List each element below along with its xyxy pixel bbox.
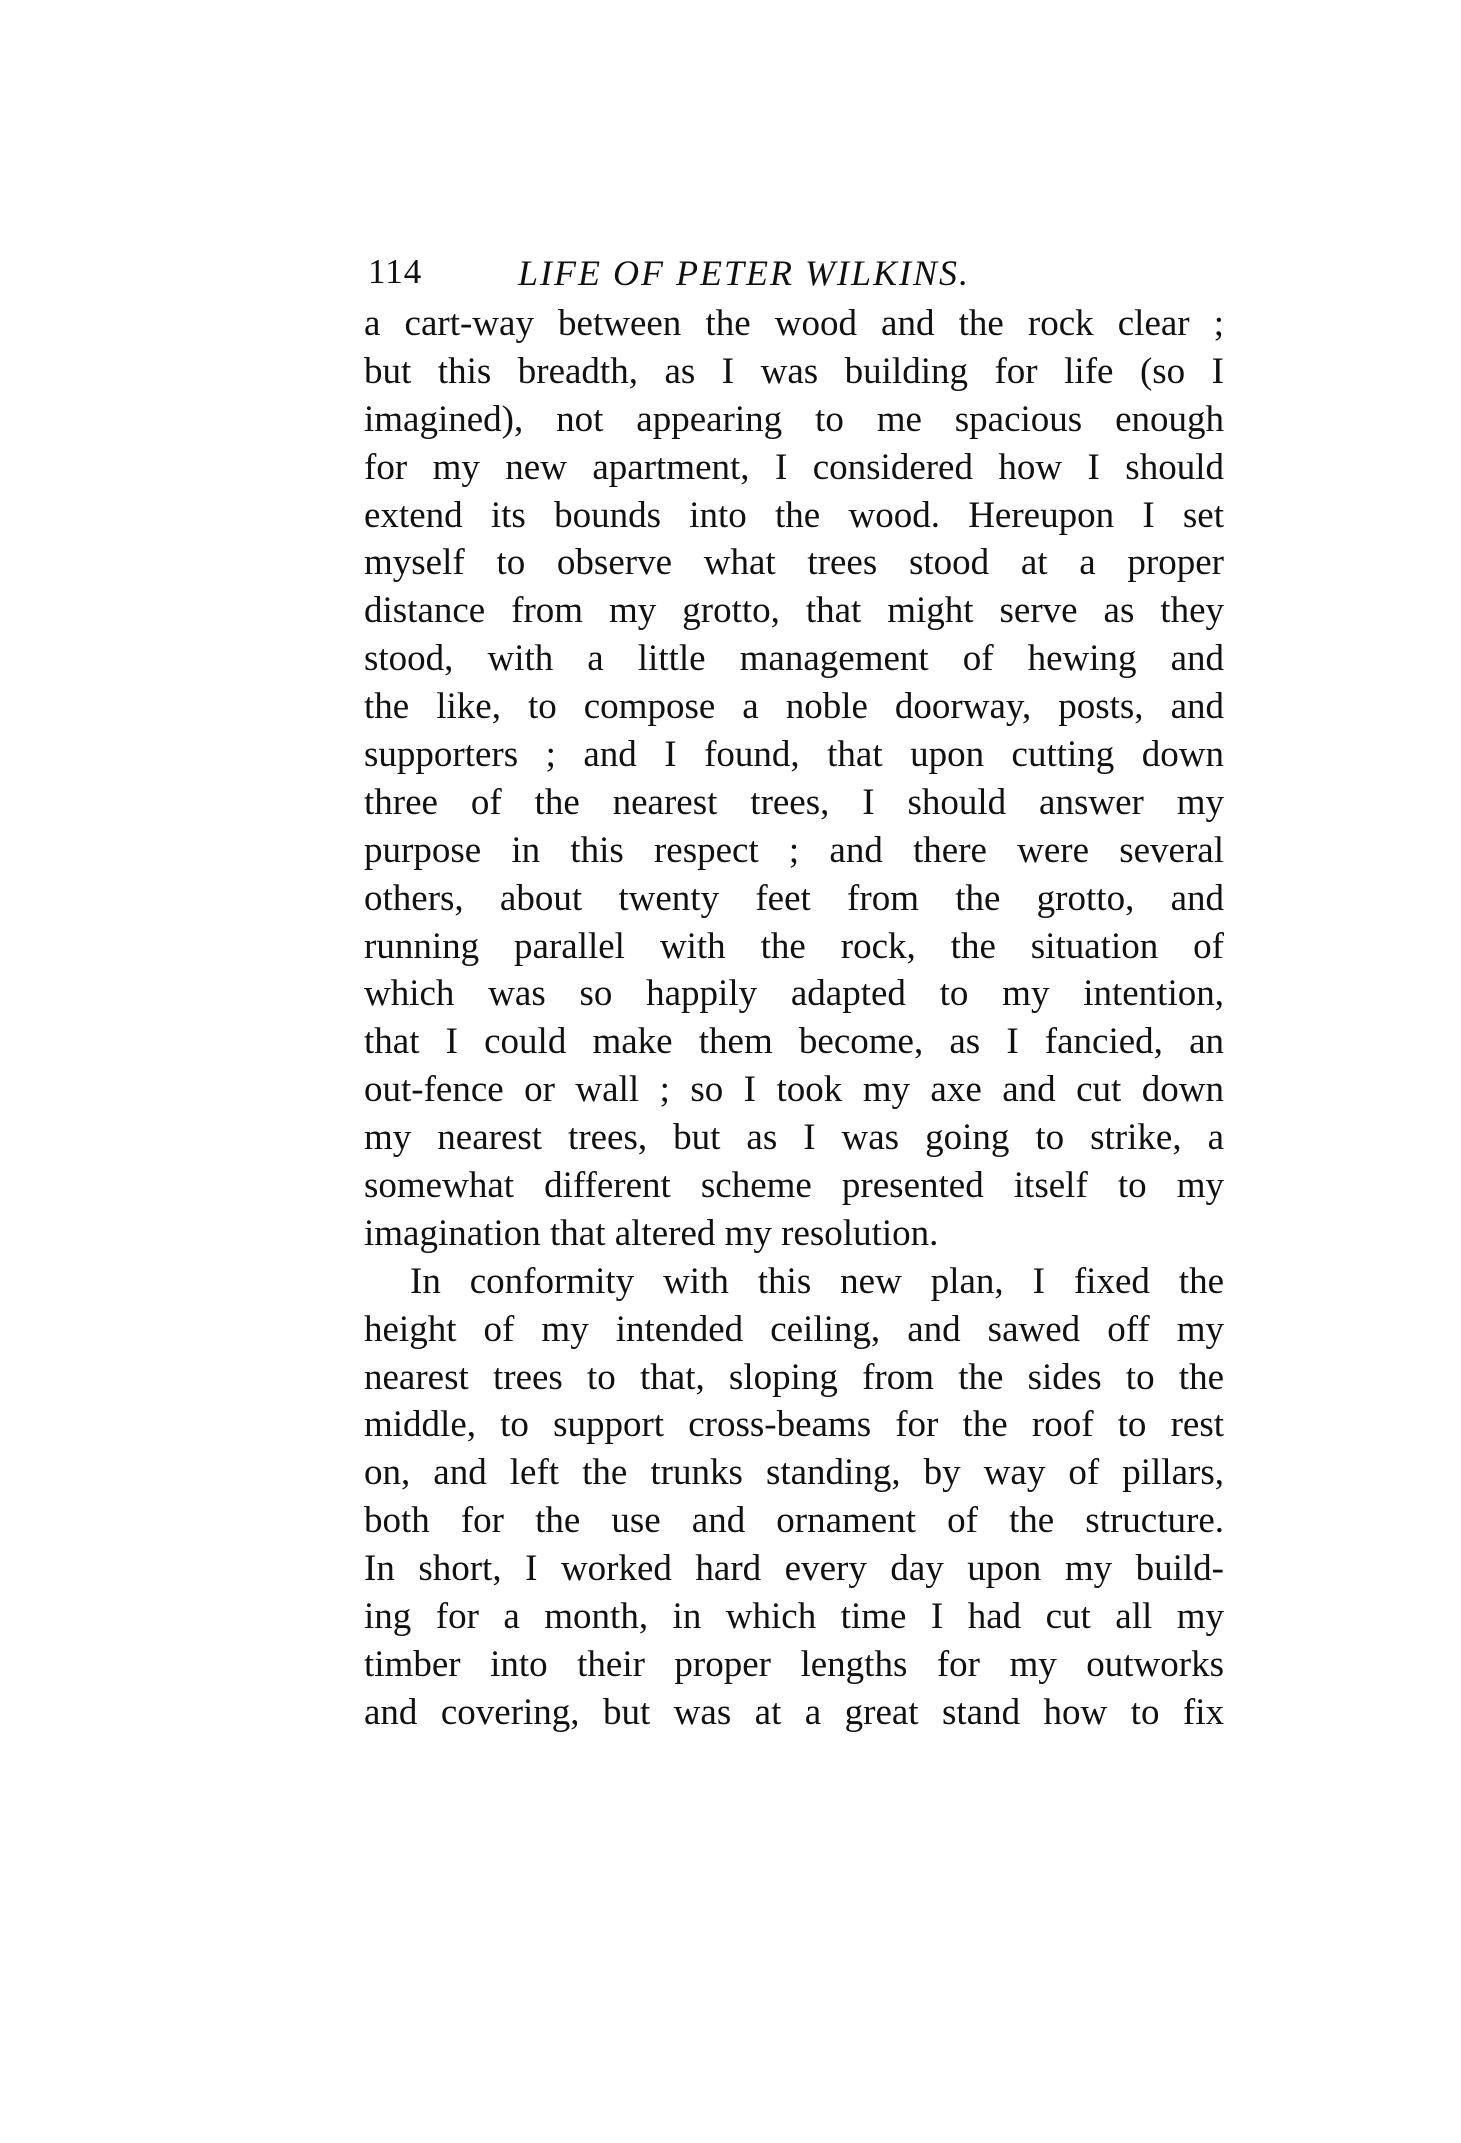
text-line: imagined), not appearing to me spacious enough <box>364 398 1224 440</box>
text-line: three of the nearest trees, I should answer my <box>364 781 1224 823</box>
text-line: nearest trees to that, sloping from the sides to the <box>364 1356 1224 1398</box>
text-line: timber into their proper lengths for my outworks <box>364 1643 1224 1685</box>
text-line: which was so happily adapted to my intention, <box>364 973 1224 1015</box>
paragraph-2 <box>364 1258 1224 1737</box>
text-line: imagination that altered my resolution. <box>364 1212 939 1254</box>
text-line: on, and left the trunks standing, by way of pillars, <box>364 1452 1224 1494</box>
text-line: both for the use and ornament of the structure. <box>364 1500 1224 1542</box>
text-line: for my new apartment, I considered how I should <box>364 446 1224 488</box>
text-line: height of my intended ceiling, and sawed off my <box>364 1308 1224 1350</box>
text-line: ing for a month, in which time I had cut all my <box>364 1596 1224 1638</box>
text-line: In short, I worked hard every day upon my build- <box>364 1548 1224 1590</box>
text-line: others, about twenty feet from the grotto, and <box>364 877 1224 919</box>
body-text <box>364 300 1224 1737</box>
text-line: middle, to support cross-beams for the roof to rest <box>364 1404 1224 1446</box>
text-line: and covering, but was at a great stand how to fix <box>364 1691 1224 1733</box>
text-line: In conformity with this new plan, I fixed the <box>410 1260 1224 1302</box>
text-line: extend its bounds into the wood. Hereupon I set <box>364 494 1224 536</box>
text-line: but this breadth, as I was building for life (so I <box>364 350 1224 392</box>
text-line: out-fence or wall ; so I took my axe and cut down <box>364 1069 1224 1111</box>
paragraph-1 <box>364 300 1224 1258</box>
text-line: the like, to compose a noble doorway, posts, and <box>364 686 1224 728</box>
running-head <box>364 252 1224 302</box>
text-line: purpose in this respect ; and there were several <box>364 829 1224 871</box>
text-line: distance from my grotto, that might serve as they <box>364 590 1224 632</box>
text-line: supporters ; and I found, that upon cutting down <box>364 734 1224 776</box>
text-line: that I could make them become, as I fancied, an <box>364 1021 1224 1063</box>
text-line: myself to observe what trees stood at a proper <box>364 542 1224 584</box>
text-line: somewhat different scheme presented itself to my <box>364 1165 1224 1207</box>
running-title: LIFE OF PETER WILKINS. <box>518 253 970 293</box>
page-number: 114 <box>368 252 423 291</box>
text-line: stood, with a little management of hewing and <box>364 638 1224 680</box>
text-line: running parallel with the rock, the situation of <box>364 925 1224 967</box>
text-line: my nearest trees, but as I was going to strike, a <box>364 1117 1224 1159</box>
text-line: a cart-way between the wood and the rock clear ; <box>364 303 1224 344</box>
